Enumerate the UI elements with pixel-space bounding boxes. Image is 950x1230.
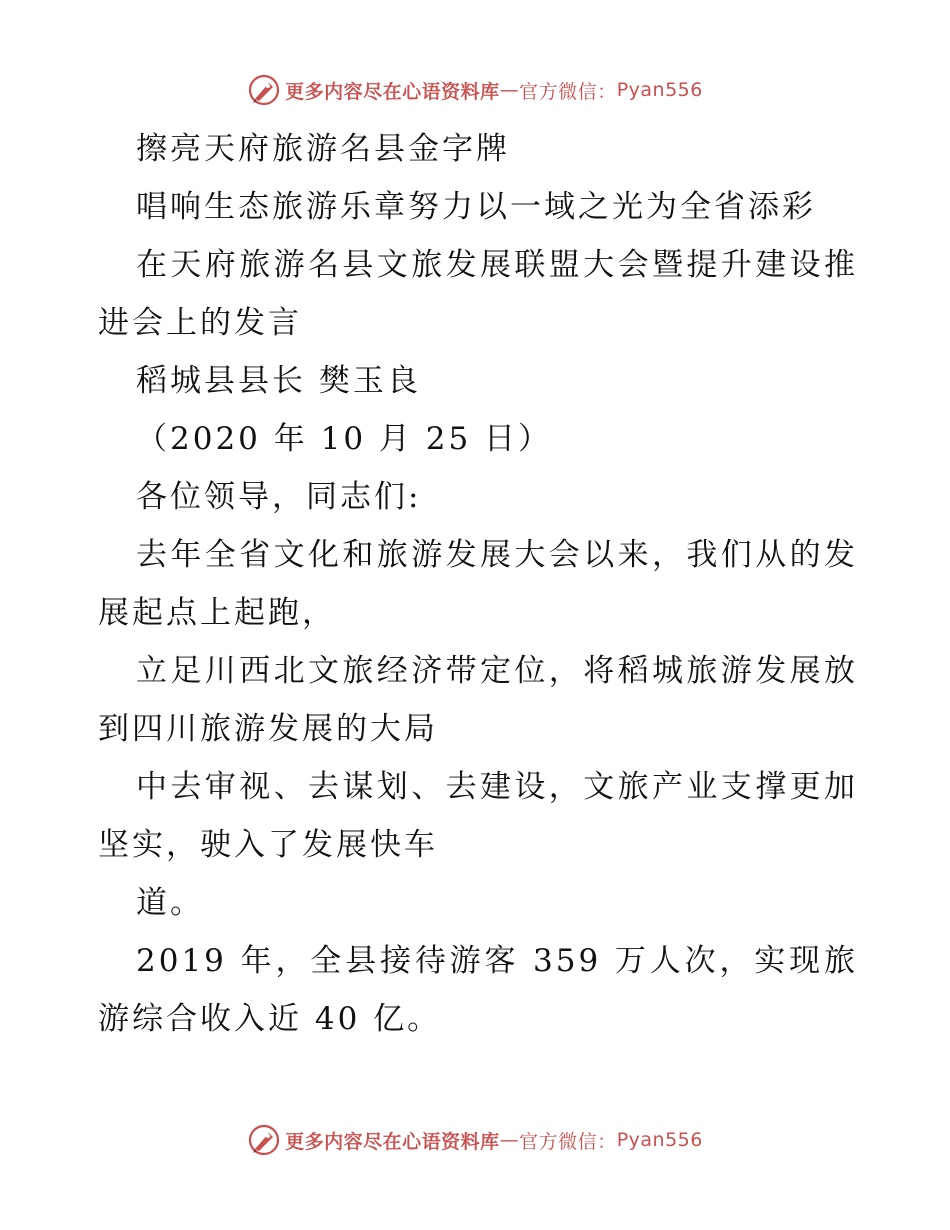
speech-date: （2020 年 10 月 25 日） <box>136 421 553 457</box>
body-paragraph: 中去审视、去谋划、去建设，文旅产业支撑更加坚实，驶入了发展快车 <box>98 769 858 863</box>
document-body <box>98 120 858 1048</box>
footer-banner <box>0 1120 950 1160</box>
speech-subtitle: 唱响生态旅游乐章努力以一域之光为全省添彩 <box>136 189 816 225</box>
speaker-line: 稻城县县长 樊玉良 <box>136 363 421 399</box>
banner-separator: — <box>499 1129 520 1151</box>
body-paragraph: 2019 年，全县接待游客 359 万人次，实现旅游综合收入近 40 亿。 <box>98 943 858 1037</box>
banner-wechat-label: 官方微信： <box>519 1130 617 1153</box>
header-banner <box>0 70 950 110</box>
body-paragraph: 立足川西北文旅经济带定位，将稻城旅游发展放到四川旅游发展的大局 <box>98 653 858 747</box>
banner-wechat-label: 官方微信： <box>519 80 617 103</box>
body-paragraph: 道。 <box>136 885 204 921</box>
speech-title: 擦亮天府旅游名县金字牌 <box>136 131 510 167</box>
speech-occasion: 在天府旅游名县文旅发展联盟大会暨提升建设推进会上的发言 <box>98 247 858 341</box>
banner-main-text: 更多内容尽在心语资料库 <box>285 1130 500 1153</box>
salutation: 各位领导，同志们: <box>136 479 422 515</box>
banner-separator: — <box>499 79 520 101</box>
banner-main-text: 更多内容尽在心语资料库 <box>285 80 500 103</box>
banner-wechat-id: Pyan556 <box>616 1129 703 1151</box>
banner-wechat-id: Pyan556 <box>616 79 703 101</box>
pen-logo-icon <box>247 73 281 107</box>
body-paragraph: 去年全省文化和旅游发展大会以来，我们从的发展起点上起跑， <box>98 537 858 631</box>
pen-logo-icon <box>247 1123 281 1157</box>
